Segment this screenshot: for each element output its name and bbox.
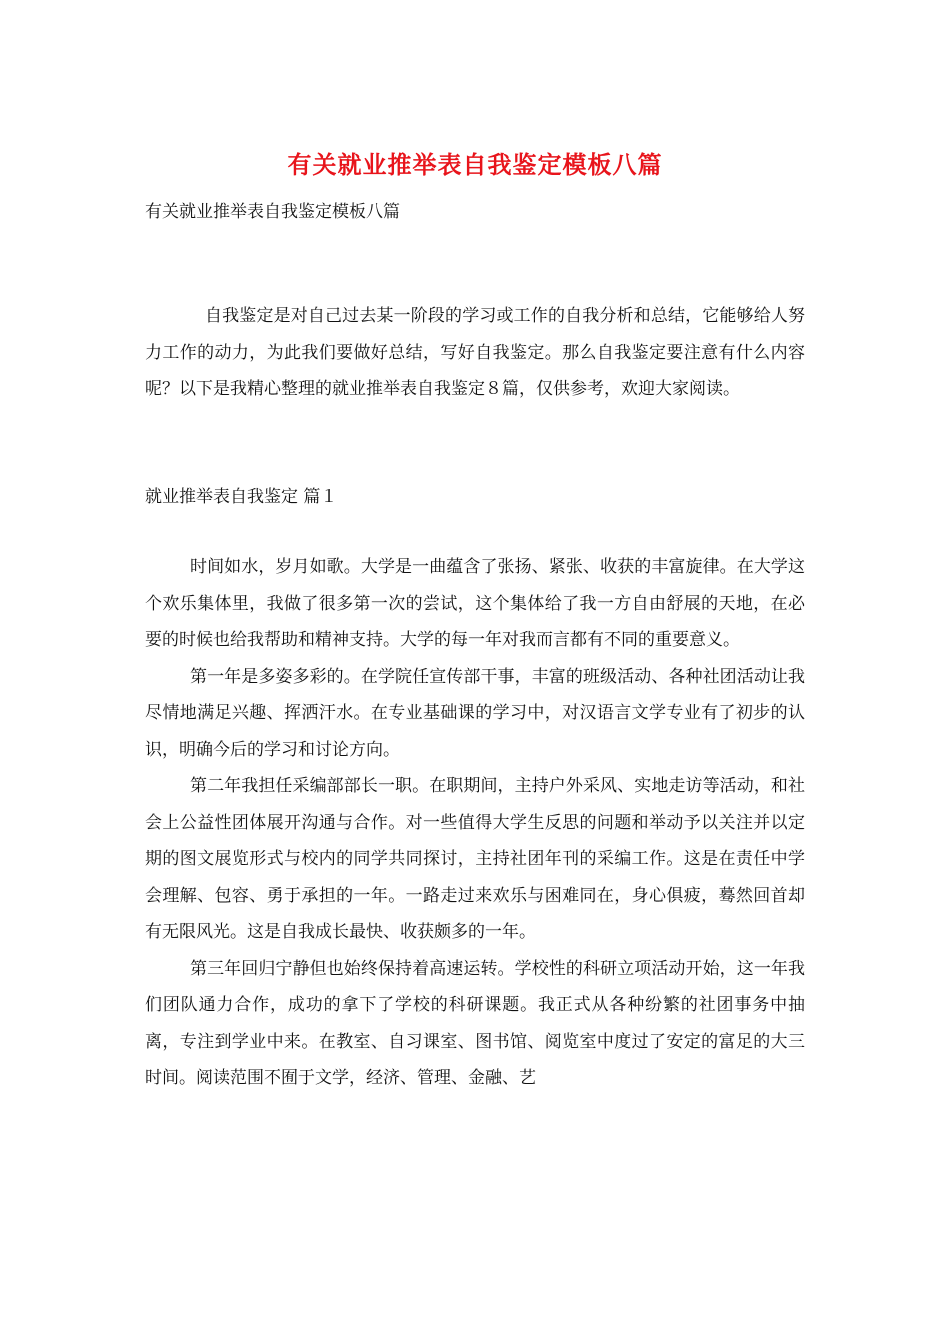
document-subtitle: 有关就业推举表自我鉴定模板八篇 (145, 202, 400, 222)
body-paragraph: 第三年回归宁静但也始终保持着高速运转。学校性的科研立项活动开始，这一年我们团队通力合作，成功的拿下了学校的科研课题。我正式从各种纷繁的社团事务中抽离，专注到学业中来。在教室、自习课室、图书馆、阅览室中度过了安定的富足的大三时间。阅读范围不囿于文学，经济、管理、金融、艺 (145, 958, 805, 1088)
body-paragraph: 第一年是多姿多彩的。在学院任宣传部干事，丰富的班级活动、各种社团活动让我尽情地满足兴趣、挥洒汗水。在专业基础课的学习中，对汉语言文学专业有了初步的认识，明确今后的学习和讨论方向。 (145, 666, 805, 760)
document-title: 有关就业推举表自我鉴定模板八篇 (287, 150, 663, 179)
section-heading: 就业推举表自我鉴定 篇１ (145, 487, 338, 507)
intro-paragraph: 自我鉴定是对自己过去某一阶段的学习或工作的自我分析和总结，它能够给人努力工作的动力，为此我们要做好总结，写好自我鉴定。那么自我鉴定要注意有什么内容呢？以下是我精心整理的就业推举表自我鉴定８篇，仅供参考，欢迎大家阅读。 (145, 306, 805, 399)
body-paragraph: 时间如水，岁月如歌。大学是一曲蕴含了张扬、紧张、收获的丰富旋律。在大学这个欢乐集体里，我做了很多第一次的尝试，这个集体给了我一方自由舒展的天地，在必要的时候也给我帮助和精神支持。大学的每一年对我而言都有不同的重要意义。 (145, 557, 805, 650)
body-text (145, 549, 805, 1097)
body-paragraph: 第二年我担任采编部部长一职。在职期间，主持户外采风、实地走访等活动，和社会上公益性团体展开沟通与合作。对一些值得大学生反思的问题和举动予以关注并以定期的图文展览形式与校内的同学共同探讨，主持社团年刊的采编工作。这是在责任中学会理解、包容、勇于承担的一年。一路走过来欢乐与困难同在，身心俱疲，蓦然回首却有无限风光。这是自我成长最快、收获颇多的一年。 (145, 776, 805, 942)
